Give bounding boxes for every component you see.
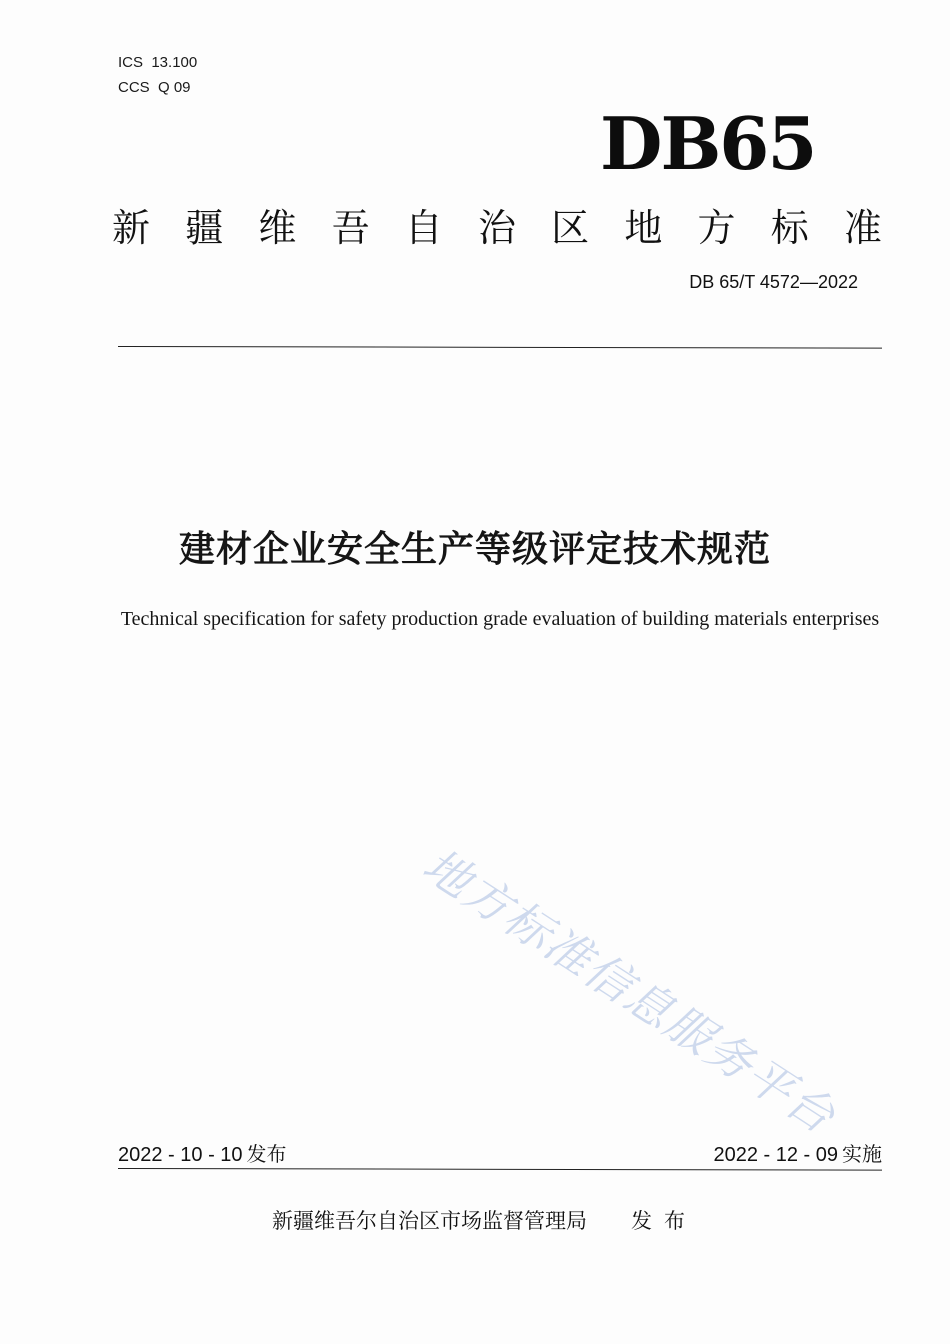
implement-date: 2022 - 12 - 09 — [713, 1144, 838, 1166]
standard-type-char: 自 — [404, 206, 443, 250]
document-title-english: Technical specification for safety production grade evaluation of building materials enterprises — [120, 608, 880, 630]
ccs-code: CCS Q 09 — [118, 79, 191, 96]
standard-type-char: 区 — [551, 206, 590, 250]
publish-date: 2022 - 10 - 10 — [118, 1144, 243, 1166]
db65-logo: DB65 — [600, 101, 816, 186]
ics-code: ICS 13.100 — [118, 54, 198, 71]
standard-type-heading — [112, 198, 882, 258]
standard-type-char: 方 — [697, 206, 736, 250]
standard-type-char: 维 — [258, 206, 297, 250]
standard-type-char: 吾 — [331, 206, 370, 250]
implement-label: 实施 — [842, 1142, 882, 1166]
implement-date-block — [713, 1139, 882, 1170]
issuer-block — [272, 1204, 697, 1238]
standard-type-char: 准 — [843, 206, 882, 250]
standard-type-char: 治 — [477, 206, 516, 250]
standard-type-char: 地 — [624, 206, 663, 250]
issuer-action: 发布 — [631, 1209, 697, 1233]
publish-label: 发布 — [246, 1142, 287, 1166]
watermark: 地方标准信息服务平台 — [413, 837, 846, 1145]
standard-type-char: 标 — [770, 206, 809, 250]
date-row — [118, 1136, 882, 1170]
issuer-name: 新疆维吾尔自治区市场监督管理局 — [272, 1209, 587, 1233]
publish-date-block — [118, 1139, 287, 1170]
document-title-chinese: 建材企业安全生产等级评定技术规范 — [178, 529, 771, 570]
standard-type-char: 新 — [112, 206, 151, 250]
classification-codes — [118, 50, 197, 100]
standard-type-char: 疆 — [185, 206, 224, 250]
top-divider — [118, 346, 882, 349]
standard-number: DB 65/T 4572—2022 — [689, 272, 858, 292]
